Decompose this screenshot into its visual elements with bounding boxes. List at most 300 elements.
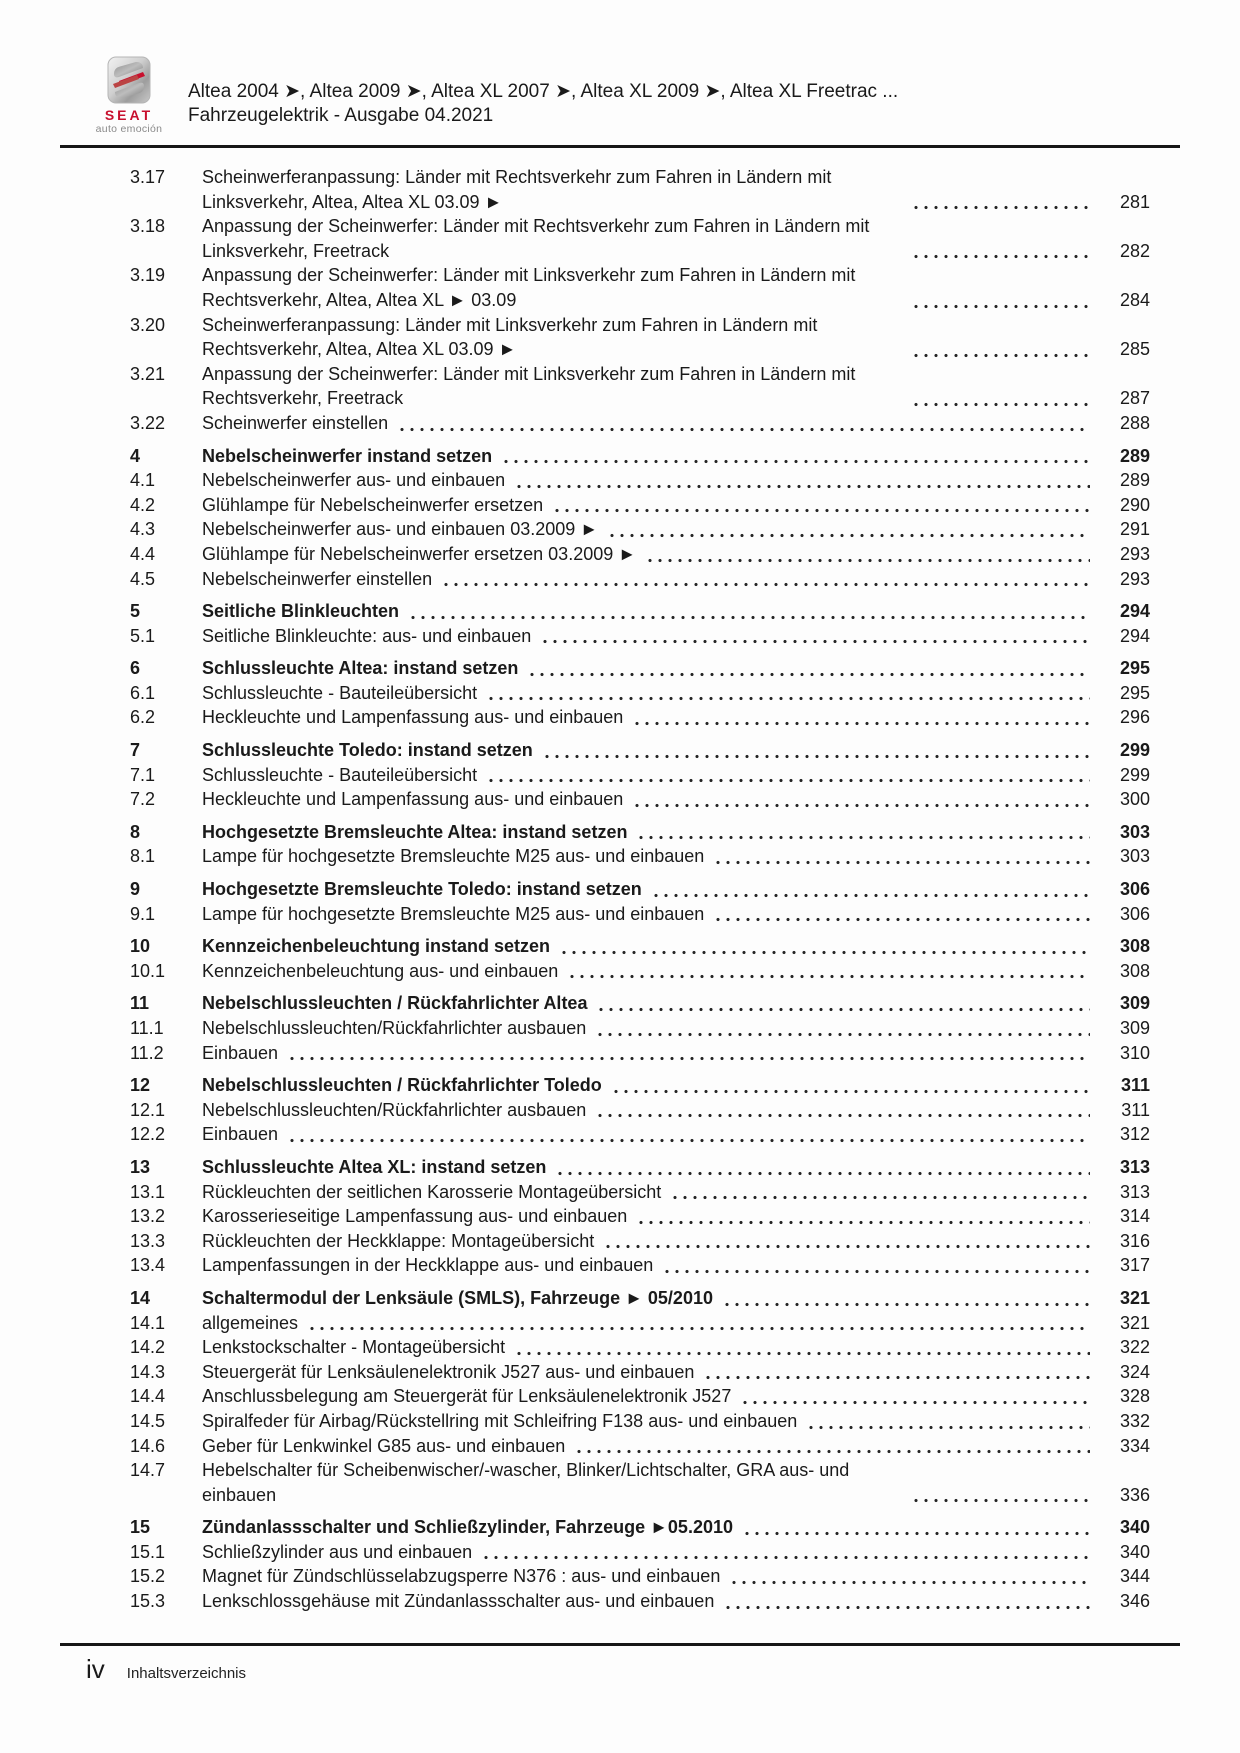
- toc-entry-title: Lampe für hochgesetzte Bremsleuchte M25 aus- und einbauen: [202, 903, 705, 924]
- toc-entry-page: 311: [1121, 1099, 1150, 1120]
- toc-entry-number: 14.1: [130, 1312, 166, 1333]
- toc-entry-title: Schlussleuchte Altea: instand setzen: [202, 658, 519, 679]
- toc-entry-title: Anpassung der Scheinwerfer: Länder mit Linksverkehr zum Fahren in Ländern mit Rechtsverkehr, Altea, Altea XL ► 03.09: [202, 265, 856, 310]
- toc-entry-number: 14: [130, 1287, 151, 1308]
- toc-entry-title: Karosserieseitige Lampenfassung aus- und einbauen: [202, 1206, 628, 1227]
- toc-leader-dots: [444, 582, 1090, 587]
- toc-entry-body: [202, 599, 1100, 624]
- seat-badge-icon: [103, 56, 155, 106]
- toc-entry-body: [202, 567, 1100, 592]
- toc-entry[interactable]: [130, 1335, 1150, 1360]
- toc-entry[interactable]: [130, 1253, 1150, 1278]
- toc-entry-body: [202, 1515, 1100, 1540]
- toc-entry-body: [202, 493, 1100, 518]
- toc-entry[interactable]: [130, 1155, 1150, 1180]
- toc-entry-number: 11.1: [130, 1018, 164, 1038]
- toc-entry-body: [202, 1229, 1100, 1254]
- toc-entry-page: 308: [1119, 960, 1150, 981]
- toc-entry-number: 5: [130, 601, 141, 622]
- toc-entry[interactable]: [130, 959, 1150, 984]
- toc-entry-number: 6.2: [130, 707, 156, 728]
- toc-entry-number: 15.2: [130, 1566, 166, 1587]
- toc-leader-dots: [614, 1089, 1090, 1094]
- toc-entry-page: 294: [1119, 625, 1150, 646]
- toc-entry-body: [202, 1204, 1100, 1229]
- toc-entry-body: [202, 787, 1100, 812]
- toc-entry-title: Rückleuchten der Heckklappe: Montageübersicht: [202, 1230, 595, 1251]
- toc-entry-number: 13.4: [130, 1255, 166, 1276]
- toc-leader-dots: [517, 484, 1090, 489]
- toc-entry-number: 13.2: [130, 1206, 166, 1227]
- toc-entry-page: 346: [1119, 1591, 1150, 1612]
- toc-entry[interactable]: [130, 1180, 1150, 1205]
- toc-leader-dots: [745, 1531, 1090, 1536]
- toc-entry-page: 293: [1119, 543, 1150, 564]
- toc-entry-number: 14.6: [130, 1435, 166, 1456]
- toc-entry-title: Glühlampe für Nebelscheinwerfer ersetzen: [202, 494, 544, 515]
- toc-leader-dots: [706, 1375, 1090, 1380]
- toc-entry-number: 3.22: [130, 412, 166, 433]
- toc-entry-number: 4.4: [130, 543, 156, 564]
- toc-entry-title: Rückleuchten der seitlichen Karosserie Montageübersicht: [202, 1181, 662, 1202]
- toc-entry-page: 321: [1119, 1287, 1150, 1308]
- toc-entry-title: Lampenfassungen in der Heckklappe aus- und einbauen: [202, 1255, 654, 1276]
- toc-entry-number: 15.3: [130, 1591, 166, 1612]
- toc-entry-title: Nebelscheinwerfer aus- und einbauen: [202, 470, 506, 491]
- toc-entry-body: [202, 1286, 1100, 1311]
- toc-leader-dots: [914, 353, 1090, 358]
- toc-leader-dots: [726, 1605, 1090, 1610]
- toc-leader-dots: [599, 1007, 1090, 1012]
- toc-entry-title: Kennzeichenbeleuchtung instand setzen: [202, 936, 551, 957]
- toc-entry-page: 303: [1119, 846, 1150, 867]
- toc-entry-title: Nebelschlussleuchten / Rückfahrlichter Toledo: [202, 1075, 602, 1096]
- toc-entry[interactable]: [130, 1286, 1150, 1311]
- toc-leader-dots: [489, 778, 1090, 783]
- toc-entry-page: 313: [1119, 1156, 1150, 1177]
- toc-entry[interactable]: [130, 1564, 1150, 1589]
- toc-entry-page: 321: [1119, 1312, 1150, 1333]
- toc-leader-dots: [743, 1400, 1090, 1405]
- toc-entry-number: 9.1: [130, 903, 156, 924]
- toc-entry[interactable]: [130, 567, 1150, 592]
- toc-entry-title: Anschlussbelegung am Steuergerät für Lenksäulenelektronik J527: [202, 1386, 732, 1407]
- toc-entry-page: 293: [1119, 568, 1150, 589]
- toc-leader-dots: [914, 304, 1090, 309]
- toc-leader-dots: [562, 950, 1090, 955]
- toc-leader-dots: [290, 1056, 1090, 1061]
- toc-entry-number: 12: [130, 1075, 151, 1096]
- toc-leader-dots: [648, 558, 1090, 563]
- toc-entry-body: [202, 1458, 1100, 1507]
- toc-entry[interactable]: [130, 1589, 1150, 1614]
- header-model-list: Altea 2004 ➤, Altea 2009 ➤, Altea XL 2007 ➤, Altea XL 2009 ➤, Altea XL Freetrac ...: [188, 81, 899, 102]
- toc-entry-title: Nebelschlussleuchten/Rückfahrlichter ausbauen: [202, 1099, 587, 1120]
- toc-entry-title: Zündanlassschalter und Schließzylinder, Fahrzeuge ►05.2010: [202, 1517, 733, 1538]
- toc-entry[interactable]: [130, 1360, 1150, 1385]
- toc-entry-title: Hochgesetzte Bremsleuchte Altea: instand setzen: [202, 821, 628, 842]
- toc-entry-page: 289: [1119, 445, 1150, 466]
- seat-tagline: auto emoción: [95, 123, 163, 135]
- toc-leader-dots: [598, 1113, 1090, 1118]
- toc-entry-page: 285: [1119, 339, 1150, 360]
- toc-entry-number: 4.3: [130, 519, 156, 540]
- toc-entry-title: Steuergerät für Lenksäulenelektronik J527 aus- und einbauen: [202, 1361, 695, 1382]
- toc-leader-dots: [610, 533, 1090, 538]
- toc-entry-page: 295: [1119, 682, 1150, 703]
- toc-entry-title: Scheinwerfer einstellen: [202, 412, 389, 433]
- toc-entry[interactable]: [130, 468, 1150, 493]
- toc-entry-page: 312: [1119, 1124, 1150, 1145]
- toc-leader-dots: [716, 917, 1090, 922]
- toc-leader-dots: [914, 254, 1090, 259]
- toc-entry-title: Schlussleuchte Toledo: instand setzen: [202, 740, 533, 761]
- toc-entry[interactable]: [130, 1016, 1150, 1041]
- toc-leader-dots: [411, 615, 1090, 620]
- toc-leader-dots: [673, 1195, 1090, 1200]
- toc-entry-body: [202, 1180, 1100, 1205]
- toc-entry-page: 299: [1119, 740, 1150, 761]
- toc-entry-page: 291: [1119, 519, 1150, 540]
- toc-entry[interactable]: [130, 517, 1150, 542]
- toc-entry-title: Lampe für hochgesetzte Bremsleuchte M25 aus- und einbauen: [202, 846, 705, 867]
- toc-entry-body: [202, 1311, 1100, 1336]
- toc-entry-title: allgemeines: [202, 1312, 299, 1333]
- toc-entry-number: 3.21: [130, 363, 166, 384]
- toc-leader-dots: [555, 508, 1090, 513]
- toc-entry[interactable]: [130, 1540, 1150, 1565]
- toc-entry-body: [202, 1409, 1100, 1434]
- toc-entry-page: 290: [1119, 494, 1150, 515]
- toc-entry[interactable]: [130, 991, 1150, 1016]
- toc-entry-body: [202, 1073, 1100, 1098]
- toc-entry[interactable]: [130, 934, 1150, 959]
- toc-entry-body: [202, 263, 1100, 312]
- seat-wordmark: SEAT: [104, 107, 154, 123]
- toc-entry[interactable]: [130, 1409, 1150, 1434]
- toc-entry-page: 316: [1119, 1230, 1150, 1251]
- toc-entry[interactable]: [130, 1515, 1150, 1540]
- toc-leader-dots: [598, 1032, 1090, 1037]
- toc-entry-page: 308: [1119, 936, 1150, 957]
- toc-entry-body: [202, 656, 1100, 681]
- toc-entry-body: [202, 681, 1100, 706]
- toc-leader-dots: [639, 835, 1090, 840]
- toc-entry[interactable]: [130, 1122, 1150, 1147]
- toc-entry-number: 3.19: [130, 265, 166, 286]
- toc-entry-page: 306: [1119, 879, 1150, 900]
- toc-entry-page: 336: [1119, 1484, 1150, 1505]
- toc-entry-title: Nebelschlussleuchten / Rückfahrlichter Altea: [202, 993, 588, 1014]
- toc-entry-page: 334: [1119, 1435, 1150, 1456]
- toc-entry-body: [202, 411, 1100, 436]
- toc-entry-title: Geber für Lenkwinkel G85 aus- und einbauen: [202, 1435, 566, 1456]
- toc-entry-number: 8: [130, 821, 141, 842]
- toc-entry-page: 300: [1119, 789, 1150, 810]
- toc-entry-page: 299: [1119, 764, 1150, 785]
- toc-entry-title: Glühlampe für Nebelscheinwerfer ersetzen 03.2009 ►: [202, 543, 637, 564]
- toc-entry-number: 6: [130, 658, 141, 679]
- toc-entry-page: 332: [1119, 1410, 1150, 1431]
- toc-entry-body: [202, 763, 1100, 788]
- toc-entry-page: 310: [1119, 1042, 1150, 1063]
- toc-entry-body: [202, 1434, 1100, 1459]
- toc-entry-number: 10: [130, 936, 151, 957]
- toc-leader-dots: [606, 1244, 1090, 1249]
- toc-entry-number: 13.1: [130, 1181, 166, 1202]
- toc-entry-title: Nebelscheinwerfer aus- und einbauen 03.2009 ►: [202, 519, 599, 540]
- toc-entry-body: [202, 991, 1100, 1016]
- toc-entry-title: Schlussleuchte - Bauteileübersicht: [202, 682, 478, 703]
- toc-entry[interactable]: [130, 313, 1150, 362]
- toc-entry-body: [202, 517, 1100, 542]
- toc-entry-title: Hebelschalter für Scheibenwischer/-wascher, Blinker/Lichtschalter, GRA aus- und einbauen: [202, 1460, 850, 1505]
- toc-leader-dots: [732, 1580, 1090, 1585]
- toc-entry-title: Nebelschlussleuchten/Rückfahrlichter ausbauen: [202, 1018, 587, 1038]
- toc-entry-title: Seitliche Blinkleuchten: [202, 601, 400, 622]
- toc-entry-number: 8.1: [130, 846, 156, 867]
- toc-entry[interactable]: [130, 1041, 1150, 1066]
- toc-entry[interactable]: [130, 1098, 1150, 1123]
- seat-logo: [86, 56, 172, 135]
- toc-entry-page: 340: [1119, 1517, 1150, 1538]
- toc-entry-number: 15: [130, 1517, 151, 1538]
- toc-entry-body: [202, 1384, 1100, 1409]
- header-titles: [188, 80, 898, 128]
- toc-entry-number: 3.20: [130, 314, 166, 335]
- toc-entry-title: Schlussleuchte Altea XL: instand setzen: [202, 1156, 547, 1177]
- toc-entry[interactable]: [130, 214, 1150, 263]
- toc-entry-number: 14.2: [130, 1337, 166, 1358]
- toc-entry[interactable]: [130, 263, 1150, 312]
- toc-entry[interactable]: [130, 1458, 1150, 1507]
- toc-entry-page: 340: [1119, 1541, 1150, 1562]
- toc-entry-title: Lenkstockschalter - Montageübersicht: [202, 1337, 506, 1358]
- toc-entry-page: 295: [1119, 658, 1150, 679]
- toc-entry-title: Schließzylinder aus und einbauen: [202, 1541, 473, 1562]
- toc-entry-page: 314: [1119, 1206, 1150, 1227]
- toc-entry-number: 11: [130, 993, 150, 1014]
- toc-entry-number: 12.2: [130, 1124, 166, 1145]
- toc-entry-title: Heckleuchte und Lampenfassung aus- und einbauen: [202, 707, 624, 728]
- toc-entry[interactable]: [130, 599, 1150, 624]
- toc-entry-page: 303: [1119, 821, 1150, 842]
- toc-entry-title: Einbauen: [202, 1124, 279, 1145]
- toc-entry-body: [202, 738, 1100, 763]
- toc-entry-body: [202, 444, 1100, 469]
- toc-entry-body: [202, 624, 1100, 649]
- toc-entry-page: 317: [1119, 1255, 1150, 1276]
- toc-entry-body: [202, 468, 1100, 493]
- toc-entry-page: 288: [1119, 412, 1150, 433]
- toc-entry-title: Schaltermodul der Lenksäule (SMLS), Fahrzeuge ► 05/2010: [202, 1287, 713, 1308]
- toc-leader-dots: [310, 1326, 1090, 1331]
- toc-entry-body: [202, 934, 1100, 959]
- toc-entry[interactable]: [130, 1204, 1150, 1229]
- toc-entry-number: 7.2: [130, 789, 156, 810]
- toc-entry-body: [202, 1589, 1100, 1614]
- toc-entry-page: 282: [1119, 240, 1150, 261]
- toc-entry-number: 14.4: [130, 1386, 166, 1407]
- toc-entry-body: [202, 1540, 1100, 1565]
- toc-entry-body: [202, 1016, 1100, 1041]
- toc-entry-body: [202, 214, 1100, 263]
- toc-entry-body: [202, 362, 1100, 411]
- toc-leader-dots: [517, 1351, 1090, 1356]
- toc-entry-body: [202, 820, 1100, 845]
- toc-entry-page: 322: [1119, 1337, 1150, 1358]
- toc-entry-page: 344: [1119, 1566, 1150, 1587]
- toc-entry-page: 309: [1119, 993, 1150, 1014]
- toc-entry-title: Scheinwerferanpassung: Länder mit Linksverkehr zum Fahren in Ländern mit Rechtsverkehr, Altea, Altea XL 03.09 ►: [202, 314, 818, 360]
- toc-leader-dots: [543, 639, 1090, 644]
- toc-entry-body: [202, 1253, 1100, 1278]
- toc-entry[interactable]: [130, 902, 1150, 927]
- toc-entry-title: Nebelscheinwerfer instand setzen: [202, 445, 493, 466]
- toc-entry-page: 313: [1119, 1181, 1150, 1202]
- footer-page-number: iv: [86, 1654, 105, 1684]
- toc-entry-body: [202, 1335, 1100, 1360]
- toc-leader-dots: [914, 205, 1090, 210]
- toc-leader-dots: [400, 427, 1090, 432]
- toc-entry-number: 15.1: [130, 1541, 166, 1562]
- toc-leader-dots: [914, 1498, 1090, 1503]
- toc-entry-page: 289: [1119, 470, 1150, 491]
- toc-leader-dots: [290, 1138, 1090, 1143]
- toc-entry-body: [202, 705, 1100, 730]
- toc-entry-body: [202, 1098, 1100, 1123]
- toc-entry-number: 14.5: [130, 1410, 166, 1431]
- toc-entry-number: 4.1: [130, 470, 156, 491]
- toc-entry-number: 14.7: [130, 1460, 166, 1481]
- toc-leader-dots: [654, 893, 1090, 898]
- toc-entry-title: Scheinwerferanpassung: Länder mit Rechtsverkehr zum Fahren in Ländern mit Linksverkehr, Altea, Altea XL 03.09 ►: [202, 167, 832, 212]
- toc-entry[interactable]: [130, 624, 1150, 649]
- toc-entry[interactable]: [130, 820, 1150, 845]
- toc-entry-number: 5.1: [130, 625, 156, 646]
- toc-leader-dots: [635, 721, 1090, 726]
- toc-leader-dots: [635, 803, 1090, 808]
- toc-leader-dots: [809, 1425, 1090, 1430]
- toc-entry-number: 13.3: [130, 1230, 166, 1251]
- toc-entry-body: [202, 1360, 1100, 1385]
- toc-entry-title: Einbauen: [202, 1042, 279, 1063]
- toc-entry-body: [202, 165, 1100, 214]
- toc-leader-dots: [489, 696, 1090, 701]
- toc-entry[interactable]: [130, 681, 1150, 706]
- toc-leader-dots: [665, 1269, 1090, 1274]
- toc-leader-dots: [577, 1449, 1090, 1454]
- toc-entry-page: 284: [1119, 289, 1150, 310]
- toc-leader-dots: [484, 1555, 1090, 1560]
- toc-entry-title: Kennzeichenbeleuchtung aus- und einbauen: [202, 960, 559, 981]
- toc-entry-number: 3.18: [130, 216, 166, 237]
- footer-section-label: Inhaltsverzeichnis: [126, 1665, 247, 1682]
- toc-entry-title: Anpassung der Scheinwerfer: Länder mit Rechtsverkehr zum Fahren in Ländern mit Linksverkehr, Freetrack: [202, 216, 870, 261]
- toc-entry[interactable]: [130, 763, 1150, 788]
- toc-entry-title: Hochgesetzte Bremsleuchte Toledo: instand setzen: [202, 879, 642, 900]
- toc-entry-number: 4.2: [130, 494, 156, 515]
- toc-leader-dots: [716, 860, 1090, 865]
- toc-entry-title: Seitliche Blinkleuchte: aus- und einbauen: [202, 625, 532, 646]
- toc-entry-number: 3.17: [130, 167, 166, 187]
- toc-entry[interactable]: [130, 705, 1150, 730]
- toc-entry[interactable]: [130, 1073, 1150, 1098]
- toc-leader-dots: [570, 974, 1090, 979]
- toc-entry-number: 6.1: [130, 682, 156, 703]
- toc-entry[interactable]: [130, 1434, 1150, 1459]
- toc-entry-body: [202, 1041, 1100, 1066]
- toc-entry-number: 7.1: [130, 764, 156, 785]
- toc-entry-number: 7: [130, 740, 141, 761]
- page-footer: [60, 1643, 1180, 1682]
- toc-entry-body: [202, 902, 1100, 927]
- toc-entry-title: Spiralfeder für Airbag/Rückstellring mit Schleifring F138 aus- und einbauen: [202, 1410, 798, 1431]
- toc-entry-number: 9: [130, 879, 141, 900]
- toc-entry-page: 309: [1119, 1018, 1150, 1038]
- toc-leader-dots: [725, 1302, 1090, 1307]
- toc-leader-dots: [639, 1220, 1090, 1225]
- toc-entry-body: [202, 959, 1100, 984]
- toc-leader-dots: [545, 754, 1090, 759]
- toc-entry-number: 14.3: [130, 1361, 166, 1382]
- toc-entry[interactable]: [130, 542, 1150, 567]
- toc-entry-title: Heckleuchte und Lampenfassung aus- und einbauen: [202, 789, 624, 810]
- toc-entry[interactable]: [130, 362, 1150, 411]
- toc-entry-number: 4: [130, 445, 141, 466]
- page-header: [0, 0, 1240, 135]
- toc-entry-body: [202, 877, 1100, 902]
- toc-entry[interactable]: [130, 787, 1150, 812]
- toc-leader-dots: [914, 402, 1090, 407]
- toc-entry-title: Anpassung der Scheinwerfer: Länder mit Linksverkehr zum Fahren in Ländern mit Rechtsverkehr, Freetrack: [202, 363, 856, 409]
- toc-entry[interactable]: [130, 738, 1150, 763]
- toc-entry-title: Magnet für Zündschlüsselabzugsperre N376 : aus- und einbauen: [202, 1566, 721, 1587]
- toc-entry-title: Schlussleuchte - Bauteileübersicht: [202, 764, 478, 785]
- toc-entry-body: [202, 542, 1100, 567]
- toc-entry[interactable]: [130, 1311, 1150, 1336]
- table-of-contents: [130, 148, 1150, 1614]
- toc-entry-page: 328: [1119, 1386, 1150, 1407]
- toc-entry[interactable]: [130, 844, 1150, 869]
- toc-entry-page: 287: [1119, 388, 1150, 409]
- toc-leader-dots: [530, 672, 1090, 677]
- toc-leader-dots: [504, 459, 1090, 464]
- toc-entry-body: [202, 1122, 1100, 1147]
- toc-entry-body: [202, 844, 1100, 869]
- toc-entry-page: 296: [1119, 707, 1150, 728]
- toc-entry-page: 281: [1119, 191, 1150, 212]
- toc-entry[interactable]: [130, 411, 1150, 436]
- toc-entry-title: Lenkschlossgehäuse mit Zündanlassschalter aus- und einbauen: [202, 1591, 715, 1612]
- toc-entry[interactable]: [130, 1384, 1150, 1409]
- toc-entry[interactable]: [130, 656, 1150, 681]
- toc-entry-body: [202, 1564, 1100, 1589]
- toc-entry-number: 12.1: [130, 1099, 166, 1120]
- toc-entry-number: 10.1: [130, 960, 166, 981]
- toc-entry-page: 324: [1119, 1361, 1150, 1382]
- toc-entry-page: 311: [1120, 1075, 1150, 1096]
- header-document-title: Fahrzeugelektrik - Ausgabe 04.2021: [188, 105, 494, 126]
- toc-entry[interactable]: [130, 877, 1150, 902]
- toc-entry-body: [202, 313, 1100, 362]
- toc-leader-dots: [558, 1171, 1090, 1176]
- toc-entry[interactable]: [130, 1229, 1150, 1254]
- toc-entry[interactable]: [130, 444, 1150, 469]
- toc-entry[interactable]: [130, 493, 1150, 518]
- toc-entry[interactable]: [130, 165, 1150, 214]
- toc-entry-number: 11.2: [130, 1042, 164, 1063]
